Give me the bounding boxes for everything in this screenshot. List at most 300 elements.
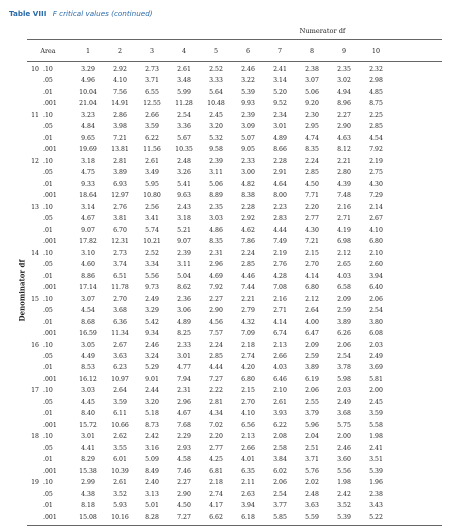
- critical-value-cell: 2.25: [369, 111, 383, 119]
- area-cell: .001: [43, 192, 57, 200]
- denominator-df-cell: 13: [31, 203, 39, 211]
- critical-value-cell: 2.67: [113, 341, 127, 349]
- critical-value-cell: 7.21: [305, 238, 319, 246]
- critical-value-cell: 3.29: [145, 307, 159, 315]
- critical-value-cell: 8.62: [177, 284, 191, 292]
- area-cell: .001: [43, 238, 57, 246]
- critical-value-cell: 2.54: [369, 307, 383, 315]
- table-row: [0, 89, 449, 99]
- critical-value-cell: 2.42: [337, 490, 351, 498]
- critical-value-cell: 8.75: [369, 100, 383, 108]
- critical-value-cell: 14.91: [111, 100, 129, 108]
- critical-value-cell: 6.36: [113, 318, 127, 326]
- critical-value-cell: 9.33: [81, 180, 95, 188]
- critical-value-cell: 2.48: [177, 157, 191, 165]
- critical-value-cell: 2.09: [337, 295, 351, 303]
- table-row: [0, 227, 449, 237]
- critical-value-cell: 8.18: [81, 502, 95, 510]
- area-cell: .001: [43, 513, 57, 521]
- critical-value-cell: 2.21: [337, 157, 351, 165]
- area-cell: .05: [43, 490, 53, 498]
- critical-value-cell: 4.85: [369, 88, 383, 96]
- critical-value-cell: 2.90: [209, 307, 223, 315]
- critical-value-cell: 2.98: [369, 77, 383, 85]
- critical-value-cell: 3.59: [369, 410, 383, 418]
- critical-value-cell: 3.09: [241, 123, 255, 131]
- header-numerator-df-1: 1: [85, 47, 91, 55]
- critical-value-cell: 4.39: [337, 180, 351, 188]
- critical-value-cell: 2.63: [241, 490, 255, 498]
- critical-value-cell: 3.23: [81, 111, 95, 119]
- critical-value-cell: 2.99: [81, 479, 95, 487]
- critical-value-cell: 3.94: [241, 502, 255, 510]
- area-cell: .01: [43, 88, 53, 96]
- table-row: [0, 330, 449, 340]
- critical-value-cell: 2.31: [209, 249, 223, 257]
- critical-value-cell: 2.85: [241, 261, 255, 269]
- critical-value-cell: 3.63: [305, 502, 319, 510]
- table-row: [0, 445, 449, 455]
- critical-value-cell: 3.20: [209, 123, 223, 131]
- critical-value-cell: 3.13: [145, 490, 159, 498]
- critical-value-cell: 4.50: [305, 180, 319, 188]
- denominator-df-cell: 12: [31, 157, 39, 165]
- critical-value-cell: 2.10: [273, 387, 287, 395]
- critical-value-cell: 3.49: [145, 169, 159, 177]
- critical-value-cell: 5.06: [209, 180, 223, 188]
- critical-value-cell: 4.67: [177, 410, 191, 418]
- critical-value-cell: 2.59: [337, 307, 351, 315]
- critical-value-cell: 2.54: [177, 111, 191, 119]
- critical-value-cell: 6.08: [369, 330, 383, 338]
- table-row: [0, 181, 449, 191]
- critical-value-cell: 2.24: [241, 249, 255, 257]
- critical-value-cell: 3.63: [113, 353, 127, 360]
- critical-value-cell: 3.94: [369, 272, 383, 280]
- critical-value-cell: 2.18: [241, 341, 255, 349]
- critical-value-cell: 2.22: [209, 387, 223, 395]
- critical-value-cell: 5.39: [337, 513, 351, 521]
- area-cell: .05: [43, 444, 53, 452]
- header-numerator-df-4: 4: [181, 47, 187, 55]
- critical-value-cell: 7.94: [177, 375, 191, 383]
- critical-value-cell: 4.19: [337, 226, 351, 234]
- critical-value-cell: 3.60: [337, 456, 351, 464]
- critical-value-cell: 2.35: [209, 203, 223, 211]
- table-row: [0, 284, 449, 294]
- critical-value-cell: 2.19: [369, 157, 383, 165]
- critical-value-cell: 7.27: [177, 513, 191, 521]
- critical-value-cell: 2.80: [337, 169, 351, 177]
- critical-value-cell: 4.94: [337, 88, 351, 96]
- numerator-df-label: [0, 27, 449, 35]
- critical-value-cell: 5.20: [273, 88, 287, 96]
- table-title: [9, 9, 153, 18]
- critical-value-cell: 4.46: [241, 272, 255, 280]
- table-row: [0, 399, 449, 409]
- critical-value-cell: 2.66: [273, 353, 287, 360]
- critical-value-cell: 4.10: [369, 226, 383, 234]
- critical-value-cell: 6.51: [113, 272, 127, 280]
- header-numerator-df-2: 2: [117, 47, 123, 55]
- area-cell: .05: [43, 123, 53, 131]
- critical-value-cell: 7.71: [305, 192, 319, 200]
- critical-value-cell: 5.21: [177, 226, 191, 234]
- critical-value-cell: 2.76: [273, 261, 287, 269]
- critical-value-cell: 10.80: [143, 192, 161, 200]
- critical-value-cell: 4.03: [337, 272, 351, 280]
- critical-value-cell: 2.92: [241, 215, 255, 223]
- critical-value-cell: 6.80: [305, 284, 319, 292]
- area-cell: .05: [43, 307, 53, 315]
- table-row: [0, 123, 449, 133]
- critical-value-cell: 3.14: [81, 203, 95, 211]
- critical-value-cell: 2.04: [305, 433, 319, 441]
- critical-value-cell: 3.07: [81, 295, 95, 303]
- critical-value-cell: 6.93: [113, 180, 127, 188]
- critical-value-cell: 2.41: [369, 444, 383, 452]
- critical-value-cell: 3.33: [209, 77, 223, 85]
- critical-value-cell: 9.05: [241, 146, 255, 154]
- area-cell: .001: [43, 146, 57, 154]
- table-row: [0, 319, 449, 329]
- critical-value-cell: 3.02: [337, 77, 351, 85]
- header-numerator-df-5: 5: [213, 47, 219, 55]
- critical-value-cell: 4.28: [273, 272, 287, 280]
- table-row: [0, 387, 449, 397]
- critical-value-cell: 12.55: [143, 100, 161, 108]
- critical-value-cell: 3.89: [113, 169, 127, 177]
- critical-value-cell: 5.93: [113, 502, 127, 510]
- area-cell: .01: [43, 134, 53, 142]
- critical-value-cell: 6.22: [145, 134, 159, 142]
- critical-value-cell: 2.90: [337, 123, 351, 131]
- critical-value-cell: 11.28: [175, 100, 193, 108]
- critical-value-cell: 1.98: [369, 433, 383, 441]
- critical-value-cell: 8.96: [337, 100, 351, 108]
- critical-value-cell: 6.62: [209, 513, 223, 521]
- critical-value-cell: 8.12: [337, 146, 351, 154]
- critical-value-cell: 7.68: [177, 421, 191, 429]
- critical-value-cell: 7.02: [209, 421, 223, 429]
- critical-value-cell: 3.98: [113, 123, 127, 131]
- critical-value-cell: 2.06: [369, 295, 383, 303]
- critical-value-cell: 5.58: [369, 421, 383, 429]
- critical-value-cell: 6.80: [369, 238, 383, 246]
- critical-value-cell: 2.52: [145, 249, 159, 257]
- critical-value-cell: 2.10: [369, 249, 383, 257]
- critical-value-cell: 7.08: [273, 284, 287, 292]
- critical-value-cell: 9.20: [305, 100, 319, 108]
- critical-value-cell: 10.39: [111, 467, 129, 475]
- critical-value-cell: 2.38: [305, 66, 319, 73]
- critical-value-cell: 2.27: [209, 295, 223, 303]
- critical-value-cell: 3.48: [177, 77, 191, 85]
- critical-value-cell: 5.09: [145, 456, 159, 464]
- critical-value-cell: 6.18: [241, 513, 255, 521]
- critical-value-cell: 3.18: [81, 157, 95, 165]
- critical-value-cell: 2.06: [337, 341, 351, 349]
- denominator-df-cell: 19: [31, 479, 39, 487]
- critical-value-cell: 2.83: [273, 215, 287, 223]
- critical-value-cell: 3.52: [113, 490, 127, 498]
- critical-value-cell: 5.06: [305, 88, 319, 96]
- critical-value-cell: 2.52: [209, 66, 223, 73]
- critical-value-cell: 7.86: [241, 238, 255, 246]
- critical-value-cell: 2.86: [113, 111, 127, 119]
- critical-value-cell: 2.64: [305, 307, 319, 315]
- critical-value-cell: 2.60: [369, 261, 383, 269]
- critical-value-cell: 7.56: [113, 88, 127, 96]
- critical-value-cell: 5.32: [209, 134, 223, 142]
- critical-value-cell: 4.30: [305, 226, 319, 234]
- table-row: [0, 112, 449, 122]
- critical-value-cell: 5.39: [369, 467, 383, 475]
- critical-value-cell: 2.46: [145, 341, 159, 349]
- area-cell: .001: [43, 100, 57, 108]
- table-row: [0, 376, 449, 386]
- critical-value-cell: 4.14: [305, 272, 319, 280]
- critical-value-cell: 7.09: [241, 330, 255, 338]
- critical-value-cell: 9.07: [81, 226, 95, 234]
- critical-value-cell: 5.39: [241, 88, 255, 96]
- table-row: [0, 135, 449, 145]
- critical-value-cell: 19.69: [79, 146, 97, 154]
- critical-value-cell: 5.07: [241, 134, 255, 142]
- critical-value-cell: 4.75: [81, 169, 95, 177]
- critical-value-cell: 2.15: [241, 387, 255, 395]
- critical-value-cell: 2.96: [209, 261, 223, 269]
- critical-value-cell: 8.28: [145, 513, 159, 521]
- critical-value-cell: 2.85: [209, 353, 223, 360]
- critical-value-cell: 3.36: [177, 123, 191, 131]
- critical-value-cell: 5.42: [145, 318, 159, 326]
- critical-value-cell: 4.10: [113, 77, 127, 85]
- critical-value-cell: 2.24: [305, 157, 319, 165]
- critical-value-cell: 3.84: [273, 456, 287, 464]
- critical-value-cell: 3.55: [113, 444, 127, 452]
- critical-value-cell: 2.51: [305, 444, 319, 452]
- table-row: [0, 77, 449, 87]
- critical-value-cell: 2.70: [113, 295, 127, 303]
- table-row: [0, 353, 449, 363]
- denominator-df-cell: 17: [31, 387, 39, 395]
- critical-value-cell: 5.85: [273, 513, 287, 521]
- critical-value-cell: 2.33: [241, 157, 255, 165]
- critical-value-cell: 2.38: [369, 490, 383, 498]
- critical-value-cell: 6.26: [337, 330, 351, 338]
- critical-value-cell: 2.41: [273, 66, 287, 73]
- critical-value-cell: 4.60: [81, 261, 95, 269]
- area-cell: .001: [43, 467, 57, 475]
- critical-value-cell: 3.79: [305, 410, 319, 418]
- critical-value-cell: 9.52: [273, 100, 287, 108]
- critical-value-cell: 2.91: [273, 169, 287, 177]
- critical-value-cell: 4.14: [273, 318, 287, 326]
- critical-value-cell: 3.10: [81, 249, 95, 257]
- critical-value-cell: 2.55: [305, 398, 319, 406]
- critical-value-cell: 3.29: [81, 66, 95, 73]
- critical-value-cell: 2.65: [337, 261, 351, 269]
- table-row: [0, 100, 449, 110]
- critical-value-cell: 2.16: [337, 203, 351, 211]
- critical-value-cell: 15.08: [79, 513, 97, 521]
- critical-value-cell: 2.30: [305, 111, 319, 119]
- critical-value-cell: 2.36: [177, 295, 191, 303]
- critical-value-cell: 2.56: [145, 203, 159, 211]
- critical-value-cell: 5.59: [305, 513, 319, 521]
- critical-value-cell: 3.80: [369, 318, 383, 326]
- critical-value-cell: 8.89: [209, 192, 223, 200]
- table-row: [0, 261, 449, 271]
- critical-value-cell: 5.95: [145, 180, 159, 188]
- header-area: Area: [40, 47, 56, 55]
- critical-value-cell: 7.29: [369, 192, 383, 200]
- critical-value-cell: 2.77: [209, 444, 223, 452]
- area-cell: .10: [43, 387, 53, 395]
- numerator-df-text: Numerator df: [299, 27, 346, 35]
- critical-value-cell: 2.39: [209, 157, 223, 165]
- critical-value-cell: 4.32: [241, 318, 255, 326]
- critical-value-cell: 6.35: [241, 467, 255, 475]
- critical-value-cell: 2.92: [113, 66, 127, 73]
- critical-value-cell: 4.62: [241, 226, 255, 234]
- critical-value-cell: 2.76: [113, 203, 127, 211]
- critical-value-cell: 4.03: [273, 364, 287, 372]
- critical-value-cell: 3.43: [369, 502, 383, 510]
- critical-value-cell: 8.38: [241, 192, 255, 200]
- critical-value-cell: 11.78: [111, 284, 129, 292]
- critical-value-cell: 6.11: [113, 410, 127, 418]
- critical-value-cell: 7.57: [209, 330, 223, 338]
- critical-value-cell: 9.34: [145, 330, 159, 338]
- header-numerator-df-3: 3: [149, 47, 155, 55]
- critical-value-cell: 5.75: [337, 421, 351, 429]
- table-row: [0, 422, 449, 432]
- critical-value-cell: 2.14: [369, 203, 383, 211]
- critical-value-cell: 3.71: [305, 456, 319, 464]
- critical-value-cell: 3.24: [145, 353, 159, 360]
- critical-value-cell: 4.25: [209, 456, 223, 464]
- critical-value-cell: 4.20: [241, 364, 255, 372]
- critical-value-cell: 4.74: [305, 134, 319, 142]
- table-caption: F critical values (continued): [52, 9, 153, 18]
- header-bottom-rule: [27, 61, 442, 62]
- denominator-df-cell: 15: [31, 295, 39, 303]
- critical-value-cell: 5.18: [145, 410, 159, 418]
- table-row: [0, 273, 449, 283]
- critical-value-cell: 9.63: [177, 192, 191, 200]
- critical-value-cell: 9.73: [145, 284, 159, 292]
- critical-value-cell: 2.67: [369, 215, 383, 223]
- table-row: [0, 169, 449, 179]
- critical-value-cell: 5.74: [145, 226, 159, 234]
- critical-value-cell: 21.04: [79, 100, 97, 108]
- critical-value-cell: 2.70: [305, 261, 319, 269]
- area-cell: .10: [43, 341, 53, 349]
- critical-value-cell: 2.19: [273, 249, 287, 257]
- critical-value-cell: 2.49: [369, 353, 383, 360]
- critical-value-cell: 2.00: [369, 387, 383, 395]
- critical-value-cell: 2.73: [113, 249, 127, 257]
- table-row: [0, 204, 449, 214]
- critical-value-cell: 6.58: [337, 284, 351, 292]
- area-cell: .01: [43, 502, 53, 510]
- area-cell: .01: [43, 272, 53, 280]
- critical-value-cell: 3.05: [81, 341, 95, 349]
- header-top-rule: [27, 39, 442, 40]
- critical-value-cell: 8.73: [145, 421, 159, 429]
- critical-value-cell: 3.51: [369, 456, 383, 464]
- critical-value-cell: 18.64: [79, 192, 97, 200]
- table-row: [0, 192, 449, 202]
- critical-value-cell: 7.46: [177, 467, 191, 475]
- area-cell: .05: [43, 169, 53, 177]
- critical-value-cell: 7.21: [113, 134, 127, 142]
- critical-value-cell: 5.01: [145, 502, 159, 510]
- critical-value-cell: 3.26: [177, 169, 191, 177]
- denominator-df-cell: 16: [31, 341, 39, 349]
- area-cell: .001: [43, 284, 57, 292]
- area-cell: .05: [43, 261, 53, 269]
- critical-value-cell: 2.73: [145, 66, 159, 73]
- header-numerator-df-6: 6: [245, 47, 251, 55]
- critical-value-cell: 5.96: [305, 421, 319, 429]
- critical-value-cell: 2.18: [209, 479, 223, 487]
- critical-value-cell: 4.56: [209, 318, 223, 326]
- critical-value-cell: 10.21: [143, 238, 161, 246]
- critical-value-cell: 3.59: [113, 398, 127, 406]
- critical-value-cell: 2.85: [369, 123, 383, 131]
- critical-value-cell: 3.06: [177, 307, 191, 315]
- critical-value-cell: 4.38: [81, 490, 95, 498]
- table-row: [0, 215, 449, 225]
- critical-value-cell: 11.56: [143, 146, 161, 154]
- critical-value-cell: 3.20: [145, 398, 159, 406]
- critical-value-cell: 3.00: [241, 169, 255, 177]
- critical-value-cell: 1.98: [337, 479, 351, 487]
- critical-value-cell: 4.96: [81, 77, 95, 85]
- denominator-df-cell: 18: [31, 433, 39, 441]
- critical-value-cell: 4.82: [241, 180, 255, 188]
- critical-value-cell: 2.85: [305, 169, 319, 177]
- critical-value-cell: 4.41: [81, 444, 95, 452]
- area-cell: .10: [43, 479, 53, 487]
- critical-value-cell: 5.76: [305, 467, 319, 475]
- critical-value-cell: 8.86: [81, 272, 95, 280]
- critical-value-cell: 3.68: [113, 307, 127, 315]
- critical-value-cell: 6.22: [273, 421, 287, 429]
- critical-value-cell: 2.70: [241, 398, 255, 406]
- critical-value-cell: 3.89: [337, 318, 351, 326]
- critical-value-cell: 6.98: [337, 238, 351, 246]
- critical-value-cell: 4.00: [305, 318, 319, 326]
- denominator-df-cell: 11: [31, 111, 39, 119]
- critical-value-cell: 3.59: [145, 123, 159, 131]
- table-row: [0, 502, 449, 512]
- critical-value-cell: 7.48: [337, 192, 351, 200]
- critical-value-cell: 2.28: [241, 203, 255, 211]
- critical-value-cell: 2.35: [337, 66, 351, 73]
- critical-value-cell: 4.45: [81, 398, 95, 406]
- critical-value-cell: 6.80: [241, 375, 255, 383]
- critical-value-cell: 2.39: [177, 249, 191, 257]
- area-cell: .10: [43, 203, 53, 211]
- critical-value-cell: 2.16: [273, 295, 287, 303]
- critical-value-cell: 11.34: [111, 330, 129, 338]
- critical-value-cell: 2.74: [209, 490, 223, 498]
- area-cell: .001: [43, 375, 57, 383]
